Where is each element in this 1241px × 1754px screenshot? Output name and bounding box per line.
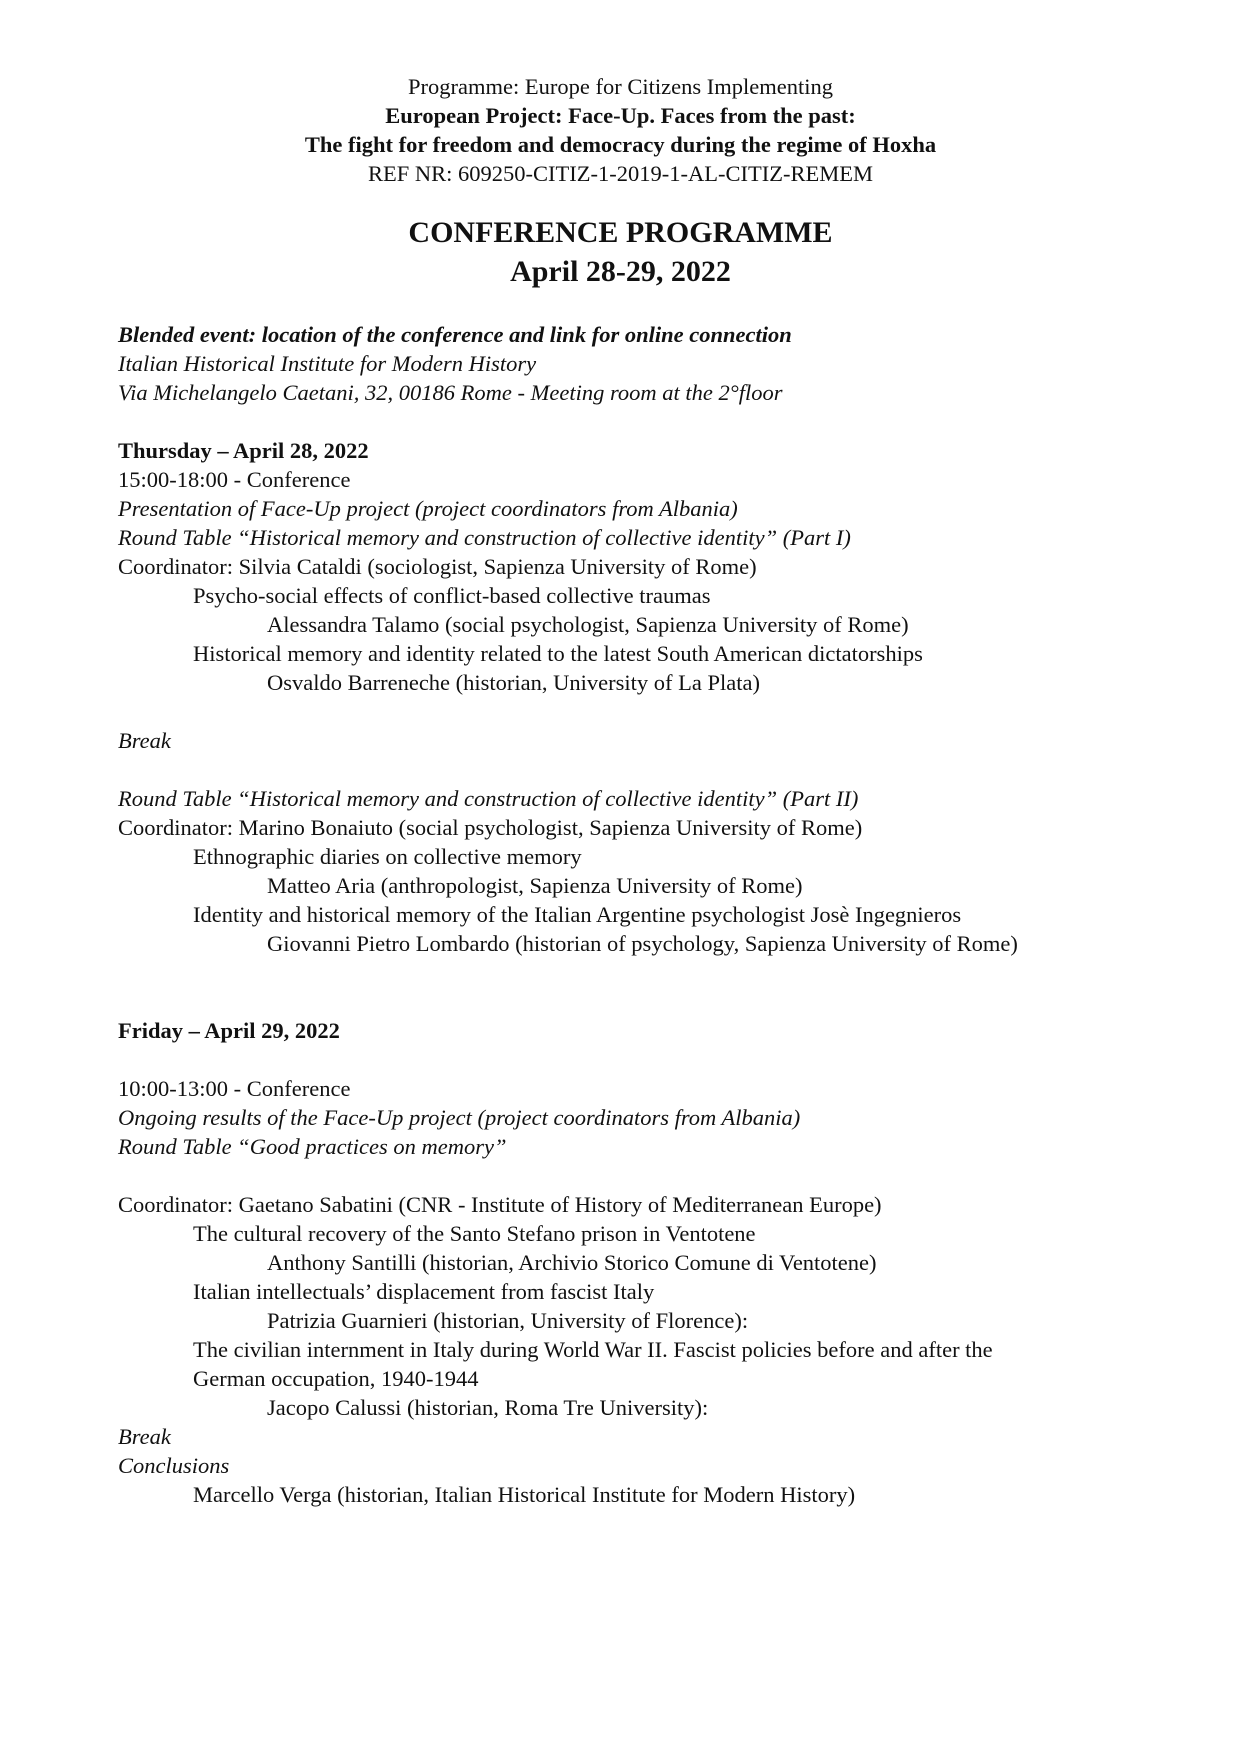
day1-break: Break	[118, 728, 171, 753]
day1-round-table-2: Round Table “Historical memory and construction of collective identity” (Part II)	[118, 786, 859, 811]
reference-number: REF NR: 609250-CITIZ-1-2019-1-AL-CITIZ-REMEM	[368, 161, 873, 186]
day1-talk-1: Psycho-social effects of conflict-based collective traumas	[193, 583, 711, 608]
day1-speaker-4: Giovanni Pietro Lombardo (historian of psychology, Sapienza University of Rome)	[267, 931, 1018, 956]
day2-break: Break	[118, 1424, 171, 1449]
location-heading: Blended event: location of the conference and link for online connection	[118, 322, 792, 347]
day2-speaker-1: Anthony Santilli (historian, Archivio Storico Comune di Ventotene)	[267, 1250, 877, 1275]
day1-coordinator-2: Coordinator: Marino Bonaiuto (social psychologist, Sapienza University of Rome)	[118, 815, 863, 840]
day2-round-table: Round Table “Good practices on memory”	[118, 1134, 507, 1159]
day2-talk-2: Italian intellectuals’ displacement from fascist Italy	[193, 1279, 655, 1304]
day1-coordinator-1: Coordinator: Silvia Cataldi (sociologist, Sapienza University of Rome)	[118, 554, 757, 579]
day2-talk-3-line-2: German occupation, 1940-1944	[193, 1366, 479, 1391]
day1-presentation: Presentation of Face-Up project (project coordinators from Albania)	[118, 496, 738, 521]
day1-speaker-3: Matteo Aria (anthropologist, Sapienza University of Rome)	[267, 873, 803, 898]
day1-round-table-1: Round Table “Historical memory and construction of collective identity” (Part I)	[118, 525, 851, 550]
day1-time: 15:00-18:00 - Conference	[118, 467, 351, 492]
day1-talk-4: Identity and historical memory of the Italian Argentine psychologist Josè Ingegnieros	[193, 902, 962, 927]
day2-speaker-3: Jacopo Calussi (historian, Roma Tre University):	[267, 1395, 709, 1420]
project-title-line-1: European Project: Face-Up. Faces from the past:	[385, 103, 856, 128]
conference-dates: April 28-29, 2022	[510, 255, 731, 288]
day2-time: 10:00-13:00 - Conference	[118, 1076, 351, 1101]
day1-heading: Thursday – April 28, 2022	[118, 438, 369, 463]
location-address: Via Michelangelo Caetani, 32, 00186 Rome - Meeting room at the 2°floor	[118, 380, 783, 405]
day2-conclusions: Conclusions	[118, 1453, 230, 1478]
day2-heading: Friday – April 29, 2022	[118, 1018, 340, 1043]
day1-speaker-1: Alessandra Talamo (social psychologist, Sapienza University of Rome)	[267, 612, 909, 637]
project-title-line-2: The fight for freedom and democracy during the regime of Hoxha	[304, 132, 937, 157]
day2-speaker-2: Patrizia Guarnieri (historian, University of Florence):	[267, 1308, 749, 1333]
day2-speaker-conclusions: Marcello Verga (historian, Italian Historical Institute for Modern History)	[193, 1482, 856, 1507]
day2-coordinator: Coordinator: Gaetano Sabatini (CNR - Institute of History of Mediterranean Europe)	[118, 1192, 882, 1217]
page-title: CONFERENCE PROGRAMME	[408, 216, 833, 249]
day1-speaker-2: Osvaldo Barreneche (historian, University of La Plata)	[267, 670, 760, 695]
day1-talk-2: Historical memory and identity related to the latest South American dictatorships	[193, 641, 923, 666]
day2-talk-3-line-1: The civilian internment in Italy during World War II. Fascist policies before and after the	[193, 1337, 993, 1362]
day2-results: Ongoing results of the Face-Up project (project coordinators from Albania)	[118, 1105, 801, 1130]
day1-talk-3: Ethnographic diaries on collective memory	[193, 844, 582, 869]
programme-line: Programme: Europe for Citizens Implementing	[408, 74, 833, 99]
location-institute: Italian Historical Institute for Modern History	[118, 351, 537, 376]
day2-talk-1: The cultural recovery of the Santo Stefano prison in Ventotene	[193, 1221, 756, 1246]
